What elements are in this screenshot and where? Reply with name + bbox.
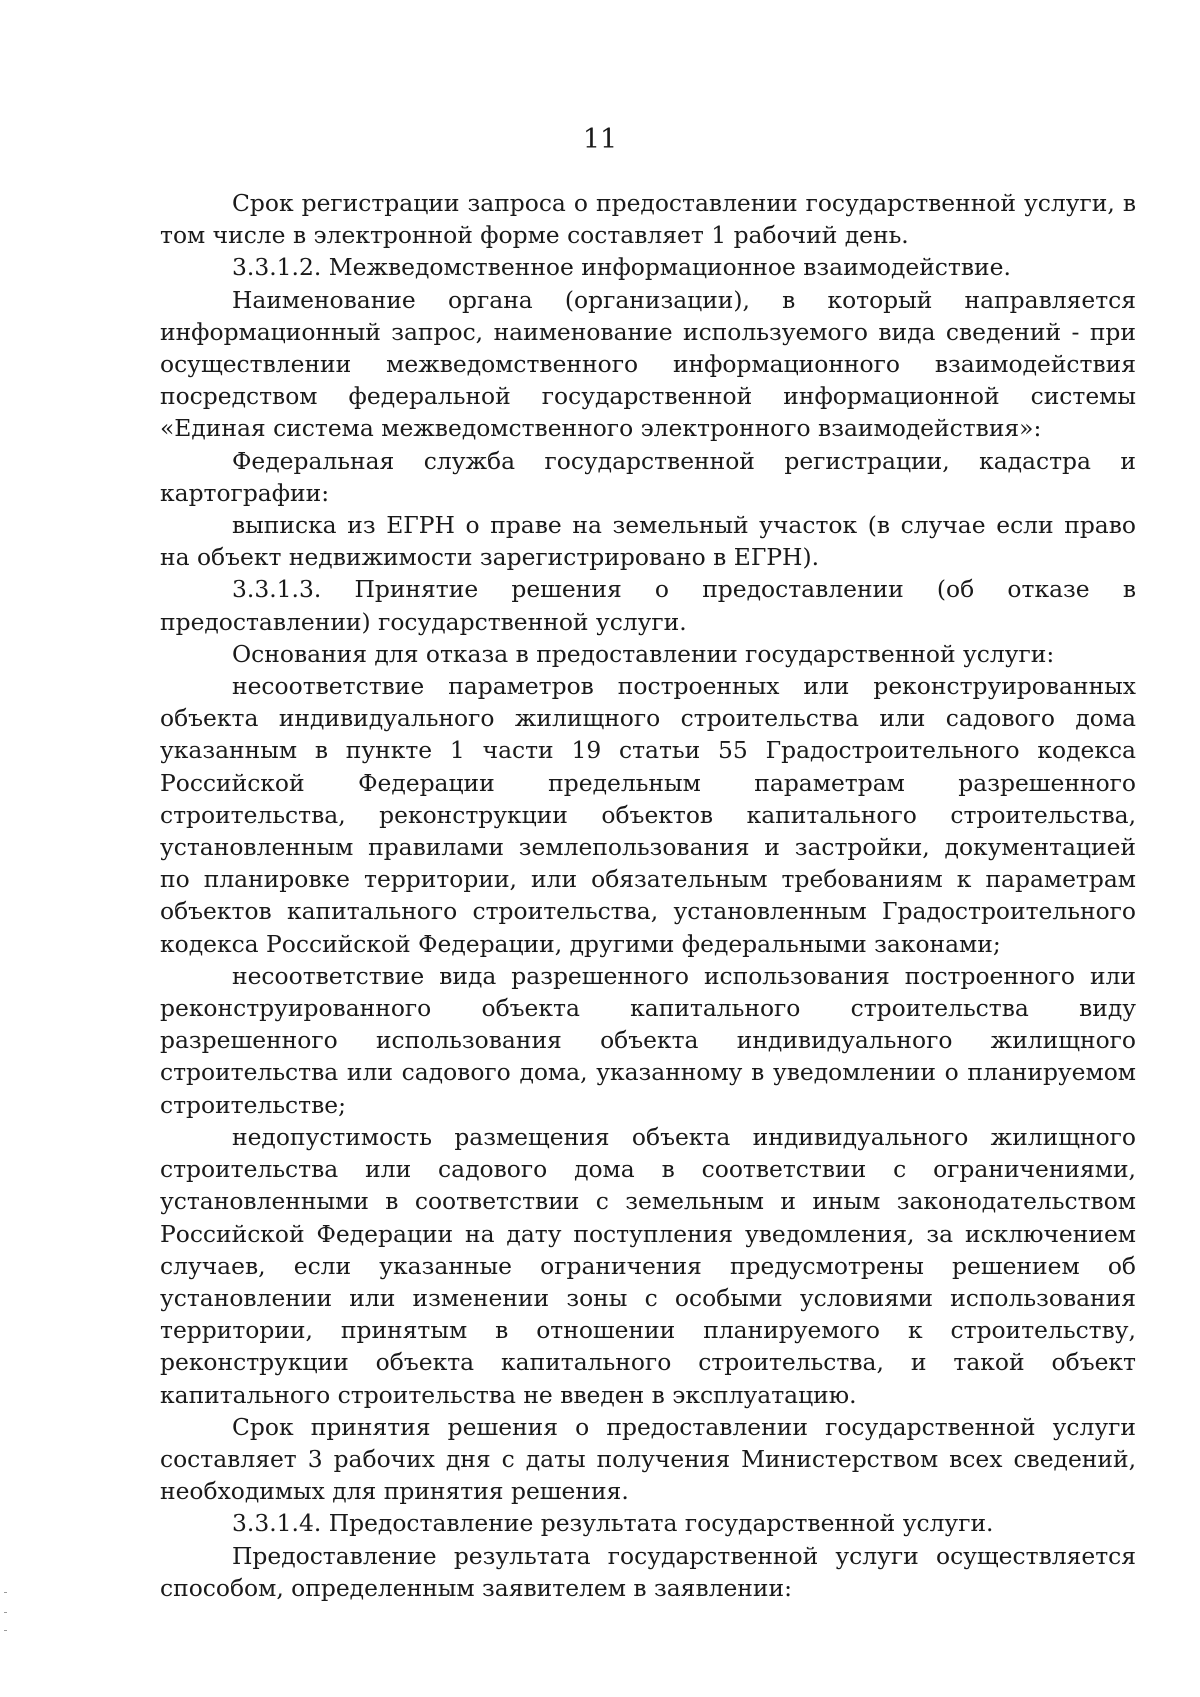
paragraph-decision-term: Срок принятия решения о предоставлении государственной услуги составляет 3 рабочих дня с даты получения Министерством всех сведений, необходимых для принятия решения. bbox=[160, 1412, 1136, 1506]
paragraph-section-3-3-1-4: 3.3.1.4. Предоставление результата государственной услуги. bbox=[232, 1509, 994, 1538]
paragraph-section-3-3-1-3: 3.3.1.3. Принятие решения о предоставлении (об отказе в предоставлении) государственной услуги. bbox=[160, 575, 1136, 636]
paragraph-registration-term: Срок регистрации запроса о предоставлении государственной услуги, в том числе в электронной форме составляет 1 рабочий день. bbox=[160, 189, 1136, 250]
paragraph-refusal-grounds: Основания для отказа в предоставлении государственной услуги: bbox=[232, 639, 1055, 668]
scan-margin-mark bbox=[4, 1630, 7, 1631]
paragraph-section-3-3-1-2: 3.3.1.2. Межведомственное информационное взаимодействие. bbox=[232, 253, 1011, 282]
paragraph-interagency-request: Наименование органа (организации), в который направляется информационный запрос, наименование используемого вида сведений - при осуществлении межведомственного информационного взаимодействия посредством федеральной государственной информационной системы «Единая система межведомственного электронного взаимодействия»: bbox=[160, 285, 1136, 443]
scan-margin-mark bbox=[4, 1592, 7, 1593]
paragraph-result-delivery: Предоставление результата государственной услуги осуществляется способом, определенным заявителем в заявлении: bbox=[160, 1541, 1136, 1602]
paragraph-egrn-extract: выписка из ЕГРН о праве на земельный участок (в случае если право на объект недвижимости зарегистрировано в ЕГРН). bbox=[160, 511, 1136, 572]
document-body bbox=[160, 187, 1136, 1604]
paragraph-placement-inadmissibility: недопустимость размещения объекта индивидуального жилищного строительства или садового дома в соответствии с ограничениями, установленными в соответствии с земельным и иным законодательством Российской Федерации на дату поступления уведомления, за исключением случаев, если указанные ограничения предусмотрены решением об установлении или изменении зоны с особыми условиями использования территории, принятым в отношении планируемого к строительству, реконструкции объекта капитального строительства, и такой объект капитального строительства не введен в эксплуатацию. bbox=[160, 1122, 1136, 1409]
paragraph-parameters-mismatch: несоответствие параметров построенных или реконструированных объекта индивидуального жилищного строительства или садового дома указанным в пункте 1 части 19 статьи 55 Градостроительного кодекса Российской Федерации предельным параметрам разрешенного строительства, реконструкции объектов капитального строительства, установленным правилами землепользования и застройки, документацией по планировке территории, или обязательным требованиям к параметрам объектов капитального строительства, установленным Градостроительного кодекса Российской Федерации, другими федеральными законами; bbox=[160, 672, 1136, 958]
paragraph-use-type-mismatch: несоответствие вида разрешенного использования построенного или реконструированного объекта капитального строительства виду разрешенного использования объекта индивидуального жилищного строительства или садового дома, указанному в уведомлении о планируемом строительстве; bbox=[160, 961, 1136, 1119]
page-number: 11 bbox=[582, 124, 618, 155]
paragraph-federal-service: Федеральная служба государственной регистрации, кадастра и картографии: bbox=[160, 446, 1136, 507]
scan-margin-mark bbox=[4, 1612, 7, 1613]
